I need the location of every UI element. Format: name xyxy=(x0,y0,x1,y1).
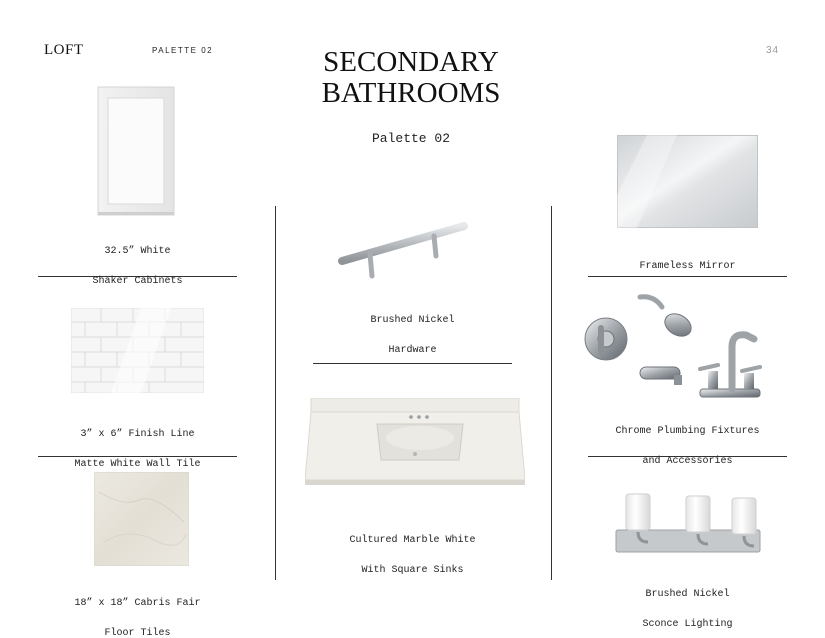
page-title xyxy=(300,47,522,109)
page-title-line1: SECONDARY xyxy=(323,46,499,78)
sconce-light-image xyxy=(614,490,762,556)
column-divider-left xyxy=(275,206,276,580)
drawer-pull-image xyxy=(336,216,470,280)
plumbing-caption: Chrome Plumbing Fixtures and Accessories xyxy=(615,426,760,467)
brand-logo: LOFT xyxy=(44,42,84,58)
cabinet-image xyxy=(97,86,175,216)
vanity-sink-image xyxy=(305,398,525,486)
mirror-caption: Frameless Mirror xyxy=(639,261,736,272)
page-number: 34 xyxy=(766,45,780,56)
wall-tile-image xyxy=(71,308,204,393)
mirror-image xyxy=(617,135,758,228)
column-divider-right xyxy=(551,206,552,580)
palette-tag: PALETTE 02 xyxy=(152,46,214,55)
page-title-line2: BATHROOMS xyxy=(321,77,501,109)
cabinet-caption: 32.5” White Shaker Cabinets xyxy=(92,246,183,287)
hardware-caption: Brushed Nickel Hardware xyxy=(370,315,455,356)
floor-tile-caption: 18” x 18” Cabris Fair Floor Tiles xyxy=(74,598,201,638)
page-subtitle: Palette 02 xyxy=(371,131,450,146)
sink-caption: Cultured Marble White With Square Sinks xyxy=(349,535,476,576)
plumbing-fixtures-image xyxy=(582,289,764,404)
wall-tile-caption: 3” x 6” Finish Line Matte White Wall Tile xyxy=(74,429,201,470)
lighting-caption: Brushed Nickel Sconce Lighting xyxy=(642,589,733,630)
floor-tile-image xyxy=(94,472,189,566)
